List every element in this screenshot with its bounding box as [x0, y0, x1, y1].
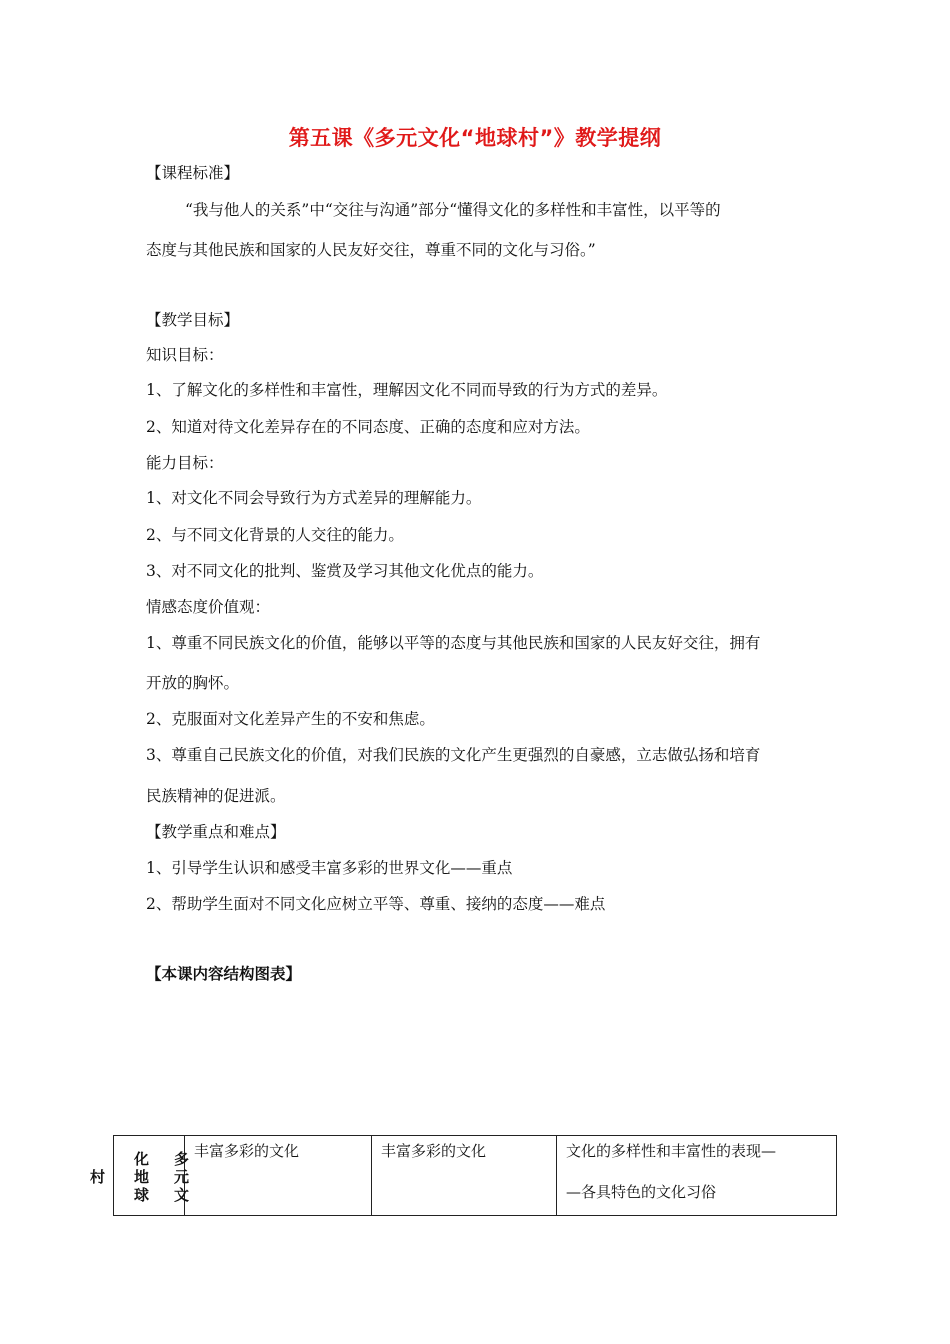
emotion-item-1a: 1、尊重不同民族文化的价值，能够以平等的态度与其他民族和国家的人民友好交往，拥有 — [146, 634, 761, 652]
emotion-item-1b: 开放的胸怀。 — [146, 674, 240, 692]
structure-heading: 【本课内容结构图表】 — [146, 965, 302, 983]
table-cell-2: 丰富多彩的文化 — [372, 1136, 557, 1216]
ability-item-1: 1、对文化不同会导致行为方式差异的理解能力。 — [146, 489, 482, 507]
table-cell-3-line-1: 文化的多样性和丰富性的表现— — [566, 1142, 777, 1160]
emotion-heading: 情感态度价值观： — [146, 598, 271, 616]
emotion-item-3a: 3、尊重自己民族文化的价值，对我们民族的文化产生更强烈的自豪感，立志做弘扬和培育 — [146, 746, 761, 764]
structure-table — [113, 1135, 837, 1216]
emotion-item-2: 2、克服面对文化差异产生的不安和焦虑。 — [146, 710, 435, 728]
table-cell-1: 丰富多彩的文化 — [185, 1136, 372, 1216]
emotion-item-3b: 民族精神的促进派。 — [146, 787, 286, 805]
knowledge-item-1: 1、了解文化的多样性和丰富性，理解因文化不同而导致的行为方式的差异。 — [146, 381, 668, 399]
standard-text-line-2: 态度与其他民族和国家的人民友好交往，尊重不同的文化与习俗。” — [146, 241, 596, 259]
knowledge-item-2: 2、知道对待文化差异存在的不同态度、正确的态度和应对方法。 — [146, 418, 590, 436]
goals-heading: 【教学目标】 — [146, 311, 240, 329]
focus-item-2: 2、帮助学生面对不同文化应树立平等、尊重、接纳的态度——难点 — [146, 895, 606, 913]
table-outside-char: 村 — [90, 1168, 106, 1186]
table-cell-3 — [557, 1136, 837, 1216]
page-title: 第五课《多元文化“地球村”》教学提纲 — [288, 126, 662, 150]
standard-text-line-1: “我与他人的关系”中“交往与沟通”部分“懂得文化的多样性和丰富性，以平等的 — [185, 201, 721, 219]
knowledge-heading: 知识目标： — [146, 346, 224, 364]
vertical-label-col2: 多元文 — [174, 1150, 190, 1204]
standard-heading: 【课程标准】 — [146, 164, 240, 182]
ability-item-2: 2、与不同文化背景的人交往的能力。 — [146, 526, 404, 544]
table-row — [114, 1136, 837, 1216]
focus-heading: 【教学重点和难点】 — [146, 823, 286, 841]
vertical-label-col1: 化地球 — [134, 1150, 150, 1204]
focus-item-1: 1、引导学生认识和感受丰富多彩的世界文化——重点 — [146, 859, 513, 877]
table-cell-3-line-2: —各具特色的文化习俗 — [566, 1183, 717, 1201]
vertical-label-cell — [114, 1136, 190, 1216]
ability-item-3: 3、对不同文化的批判、鉴赏及学习其他文化优点的能力。 — [146, 562, 544, 580]
ability-heading: 能力目标： — [146, 454, 224, 472]
